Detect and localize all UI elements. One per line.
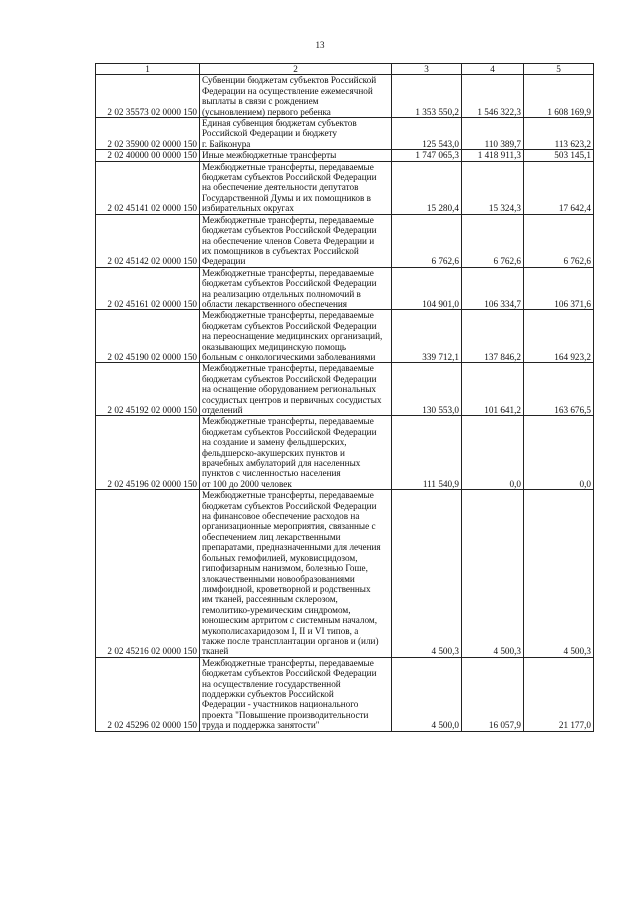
budget-code-cell: 2 02 45192 02 0000 150 bbox=[96, 363, 200, 416]
value-cell-year-1: 4 500,3 bbox=[392, 490, 462, 658]
description-cell: Межбюджетные трансферты, передаваемые бюджетам субъектов Российской Федерации на осуществление государственной поддержки субъектов Российской Федерации - участников национального проекта "Повышение производительности труда и поддержка занятости" bbox=[200, 657, 392, 731]
description-cell: Межбюджетные трансферты, передаваемые бюджетам субъектов Российской Федерации на создание и замену фельдшерских, фельдшерско-акушерских пунктов и врачебных амбулаторий для населенных пунктов с численностью населения от 100 до 2000 человек bbox=[200, 416, 392, 490]
table-row bbox=[96, 490, 594, 658]
description-cell: Межбюджетные трансферты, передаваемые бюджетам субъектов Российской Федерации на обеспечение членов Совета Федерации и их помощников в субъектах Российской Федерации bbox=[200, 214, 392, 267]
description-cell: Межбюджетные трансферты, передаваемые бюджетам субъектов Российской Федерации на реализацию отдельных полномочий в области лекарственного обеспечения bbox=[200, 267, 392, 310]
table-row bbox=[96, 118, 594, 150]
value-cell-year-3: 1 608 169,9 bbox=[524, 75, 594, 118]
column-header: 4 bbox=[462, 64, 524, 75]
table-row bbox=[96, 267, 594, 310]
budget-code-cell: 2 02 45196 02 0000 150 bbox=[96, 416, 200, 490]
table-row bbox=[96, 310, 594, 363]
value-cell-year-2: 1 546 322,3 bbox=[462, 75, 524, 118]
value-cell-year-1: 6 762,6 bbox=[392, 214, 462, 267]
budget-code-cell: 2 02 35573 02 0000 150 bbox=[96, 75, 200, 118]
budget-code-cell: 2 02 40000 00 0000 150 bbox=[96, 150, 200, 161]
column-header: 1 bbox=[96, 64, 200, 75]
value-cell-year-3: 113 623,2 bbox=[524, 118, 594, 150]
value-cell-year-3: 164 923,2 bbox=[524, 310, 594, 363]
value-cell-year-1: 130 553,0 bbox=[392, 363, 462, 416]
value-cell-year-2: 1 418 911,3 bbox=[462, 150, 524, 161]
column-header: 5 bbox=[524, 64, 594, 75]
value-cell-year-3: 0,0 bbox=[524, 416, 594, 490]
value-cell-year-3: 6 762,6 bbox=[524, 214, 594, 267]
description-cell: Межбюджетные трансферты, передаваемые бюджетам субъектов Российской Федерации на оснащение оборудованием региональных сосудистых центров и первичных сосудистых отделений bbox=[200, 363, 392, 416]
value-cell-year-2: 15 324,3 bbox=[462, 161, 524, 214]
value-cell-year-1: 1 353 550,2 bbox=[392, 75, 462, 118]
value-cell-year-1: 125 543,0 bbox=[392, 118, 462, 150]
column-header: 3 bbox=[392, 64, 462, 75]
value-cell-year-1: 104 901,0 bbox=[392, 267, 462, 310]
value-cell-year-3: 503 145,1 bbox=[524, 150, 594, 161]
value-cell-year-3: 106 371,6 bbox=[524, 267, 594, 310]
value-cell-year-2: 16 057,9 bbox=[462, 657, 524, 731]
description-cell: Межбюджетные трансферты, передаваемые бюджетам субъектов Российской Федерации на переоснащение медицинских организаций, оказывающих медицинскую помощь больным с онкологическими заболеваниями bbox=[200, 310, 392, 363]
table-row bbox=[96, 363, 594, 416]
table-row bbox=[96, 150, 594, 161]
budget-code-cell: 2 02 35900 02 0000 150 bbox=[96, 118, 200, 150]
value-cell-year-1: 339 712,1 bbox=[392, 310, 462, 363]
value-cell-year-1: 111 540,9 bbox=[392, 416, 462, 490]
budget-code-cell: 2 02 45141 02 0000 150 bbox=[96, 161, 200, 214]
value-cell-year-2: 106 334,7 bbox=[462, 267, 524, 310]
value-cell-year-2: 110 389,7 bbox=[462, 118, 524, 150]
table-header-row bbox=[96, 64, 594, 75]
value-cell-year-2: 137 846,2 bbox=[462, 310, 524, 363]
value-cell-year-1: 1 747 065,3 bbox=[392, 150, 462, 161]
description-cell: Межбюджетные трансферты, передаваемые бюджетам субъектов Российской Федерации на финансовое обеспечение расходов на организационные мероприятия, связанные с обеспечением лиц лекарственными препаратами, предназначенными для лечения больных гемофилией, муковисцидозом, гипофизарным нанизмом, болезнью Гоше, злокачественными новообразованиями лимфоидной, кроветворной и родственных им тканей, рассеянным склерозом, гемолитико-уремическим синдромом, юношеским артритом с системным началом, мукополисахаридозом I, II и VI типов, а также после трансплантации органов и (или) тканей bbox=[200, 490, 392, 658]
description-cell: Межбюджетные трансферты, передаваемые бюджетам субъектов Российской Федерации на обеспечение деятельности депутатов Государственной Думы и их помощников в избирательных округах bbox=[200, 161, 392, 214]
value-cell-year-1: 4 500,0 bbox=[392, 657, 462, 731]
page-number: 13 bbox=[315, 40, 325, 50]
value-cell-year-2: 101 641,2 bbox=[462, 363, 524, 416]
table-row bbox=[96, 75, 594, 118]
value-cell-year-3: 4 500,3 bbox=[524, 490, 594, 658]
description-cell: Единая субвенция бюджетам субъектов Российской Федерации и бюджету г. Байконура bbox=[200, 118, 392, 150]
value-cell-year-2: 6 762,6 bbox=[462, 214, 524, 267]
table-row bbox=[96, 416, 594, 490]
budget-code-cell: 2 02 45216 02 0000 150 bbox=[96, 490, 200, 658]
budget-code-cell: 2 02 45161 02 0000 150 bbox=[96, 267, 200, 310]
budget-table bbox=[95, 63, 594, 732]
table-row bbox=[96, 161, 594, 214]
table-row bbox=[96, 214, 594, 267]
value-cell-year-3: 21 177,0 bbox=[524, 657, 594, 731]
budget-code-cell: 2 02 45296 02 0000 150 bbox=[96, 657, 200, 731]
budget-code-cell: 2 02 45190 02 0000 150 bbox=[96, 310, 200, 363]
value-cell-year-3: 17 642,4 bbox=[524, 161, 594, 214]
value-cell-year-1: 15 280,4 bbox=[392, 161, 462, 214]
budget-code-cell: 2 02 45142 02 0000 150 bbox=[96, 214, 200, 267]
value-cell-year-3: 163 676,5 bbox=[524, 363, 594, 416]
column-header: 2 bbox=[200, 64, 392, 75]
table-row bbox=[96, 657, 594, 731]
description-cell: Субвенции бюджетам субъектов Российской Федерации на осуществление ежемесячной выплаты в связи с рождением (усыновлением) первого ребенка bbox=[200, 75, 392, 118]
description-cell: Иные межбюджетные трансферты bbox=[200, 150, 392, 161]
value-cell-year-2: 0,0 bbox=[462, 416, 524, 490]
value-cell-year-2: 4 500,3 bbox=[462, 490, 524, 658]
